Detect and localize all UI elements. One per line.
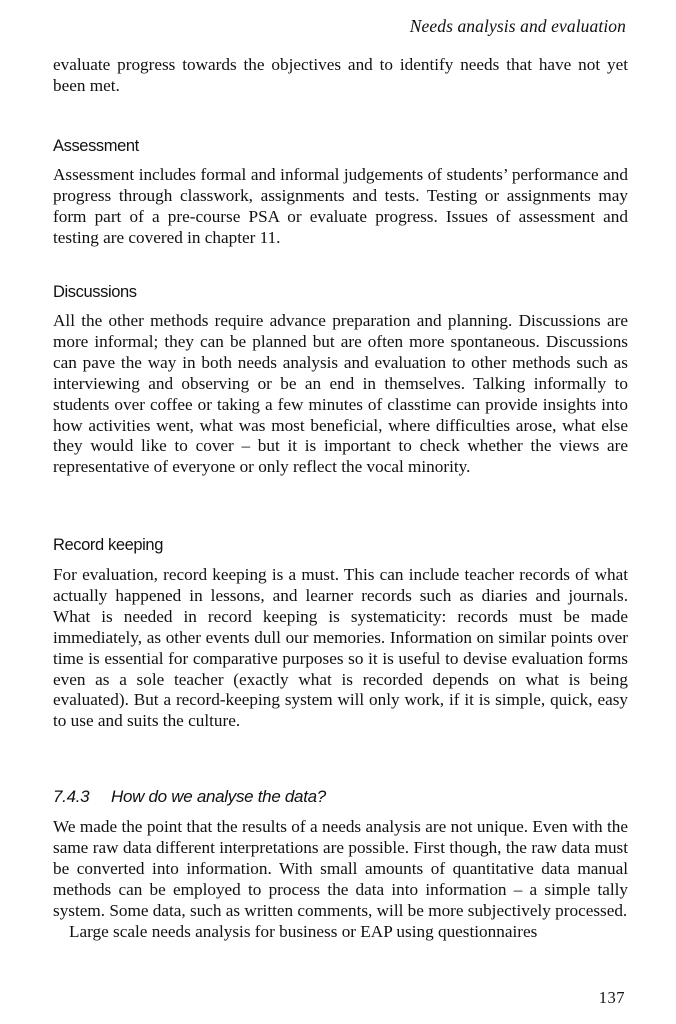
intro-continuation	[53, 55, 628, 97]
assessment-paragraph: Assessment includes formal and informal judgements of students’ performance and progress through classwork, assignments and tests. Testing or assignments may form part of a pre-course PSA or evaluate progress. Issues of assessment and testing are covered in chapter 11.	[53, 165, 628, 247]
subsection-7-4-3	[53, 787, 628, 807]
page-number: 137	[598, 988, 625, 1007]
subsection-number: 7.4.3	[53, 787, 90, 806]
section-assessment-body	[53, 165, 628, 249]
section-heading-discussions: Discussions	[53, 283, 137, 301]
discussions-paragraph: All the other methods require advance preparation and planning. Discussions are more informal; they can be planned but are often more spontaneous. Discussions can pave the way in both needs analysis and evaluation to other methods such as interviewing and observing or be an end in themselves. Talking informally to students over coffee or taking a few minutes of classtime can provide insights into how activities went, what was most beneficial, where difficulties arose, what else they would like to cover – but it is important to check whether the views are representative of everyone or only reflect the vocal minority.	[53, 311, 628, 477]
record-keeping-paragraph: For evaluation, record keeping is a must. This can include teacher records of what actually happened in lessons, and learner records such as diaries and journals. What is needed in record keeping is systematicity: records must be made immediately, as other events dull our memories. Information on similar points over time is essential for comparative purposes so it is useful to devise evaluation forms even as a sole teacher (exactly what is recorded depends on what is being evaluated). But a record-keeping system will only work, if it is simple, quick, easy to use and suits the culture.	[53, 565, 628, 731]
section-assessment	[53, 136, 628, 156]
section-record-keeping	[53, 535, 628, 555]
subsection-title: How do we analyse the data?	[111, 787, 326, 806]
subsection-body	[53, 817, 628, 942]
intro-paragraph: evaluate progress towards the objectives and to identify needs that have not yet been met.	[53, 55, 628, 95]
running-head: Needs analysis and evaluation	[409, 16, 626, 36]
section-heading-record-keeping: Record keeping	[53, 536, 163, 554]
analysis-paragraph-1: We made the point that the results of a needs analysis are not unique. Even with the same raw data different interpretations are possible. First though, the raw data must be converted into information. With small amounts of quantitative data manual methods can be employed to process the data into information – a simple tally system. Some data, such as written comments, will be more subjectively processed.	[53, 817, 628, 920]
section-record-keeping-body	[53, 565, 628, 732]
subsection-heading	[53, 787, 628, 807]
section-heading-assessment: Assessment	[53, 137, 139, 155]
section-discussions-body	[53, 311, 628, 478]
section-discussions	[53, 282, 628, 302]
analysis-paragraph-2: Large scale needs analysis for business or EAP using questionnaires	[69, 921, 538, 941]
